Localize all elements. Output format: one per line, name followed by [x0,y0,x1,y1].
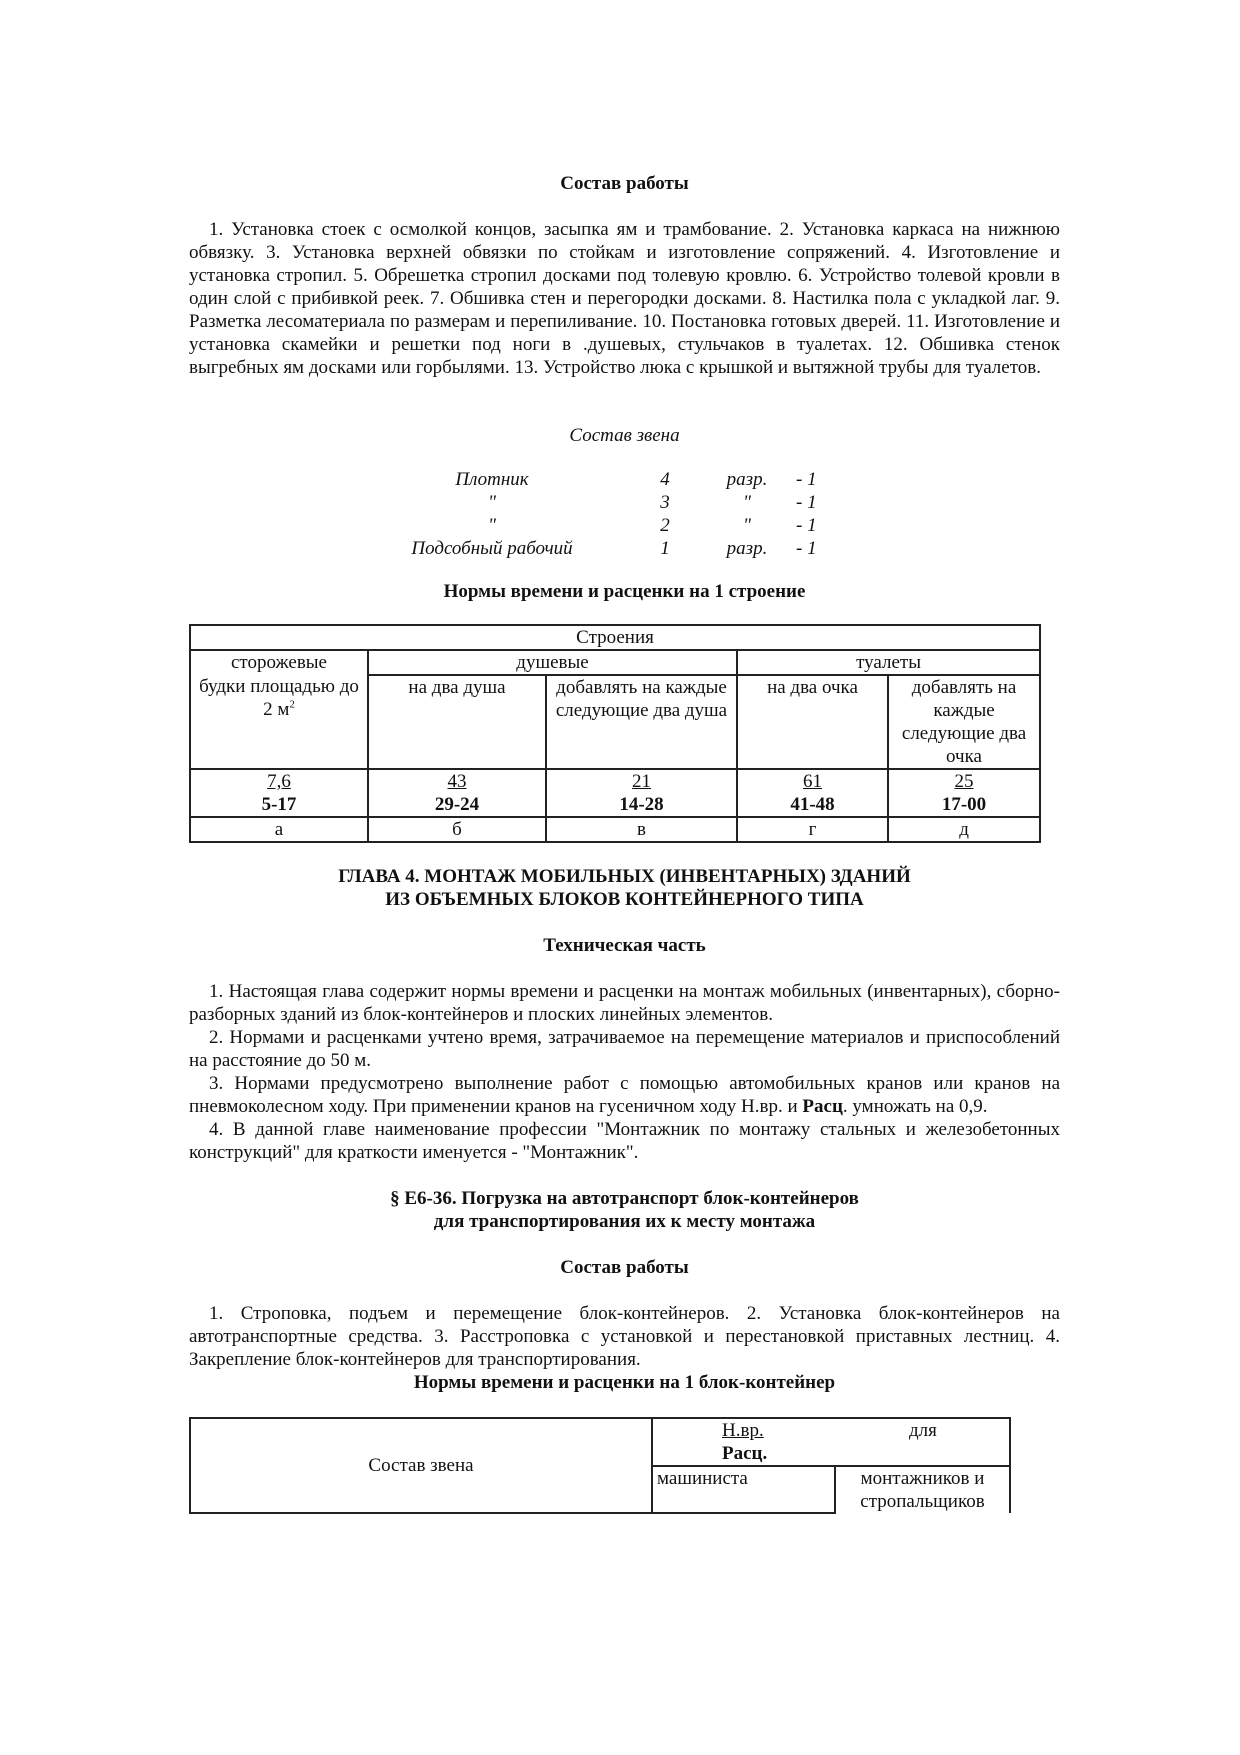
technical-part-title: Техническая часть [543,935,706,956]
column-letter: г [737,817,888,842]
crew-unit: разр. [726,469,768,490]
crew-name: Плотник [455,469,529,490]
work-composition-title: Состав работы [560,173,689,194]
crew-list [189,468,1060,568]
crew-unit: разр. [726,538,768,559]
subheader-add-showers: добавлять на каждые следующие два душа [546,675,737,769]
crew-name: " [488,492,496,513]
subheader-two-showers: на два душа [368,675,546,769]
header-guard: сторожевые [190,650,368,675]
document-page [189,172,1060,1514]
chapter-title-line1: ГЛАВА 4. МОНТАЖ МОБИЛЬНЫХ (ИНВЕНТАРНЫХ) ЗДАНИЙ [338,866,911,887]
crew-count: - 1 [796,469,817,490]
chapter-title-line2: ИЗ ОБЪЕМНЫХ БЛОКОВ КОНТЕЙНЕРНОГО ТИПА [385,889,864,910]
column-letter: в [546,817,737,842]
header-shower: душевые [368,650,737,675]
section-title-line2: для транспортирования их к месту монтажа [433,1211,816,1232]
header-structures: Строения [190,625,1040,650]
work-composition-text-2: 1. Строповка, подъем и перемещение блок-контейнеров. 2. Установка блок-контейнеров на автотранспортные средства. 3. Расстроповка с установкой и перестановкой приставных лестниц. 4. Закрепление блок-контейнеров для транспортирования. [189,1303,1060,1370]
value-cell: 7,6 5-17 [190,769,368,817]
crew-unit: " [743,492,751,513]
work-composition-title-2: Состав работы [560,1257,689,1278]
header-mounters: монтажников и стропальщиков [835,1466,1010,1513]
tech-paragraph-2: 2. Нормами и расценками учтено время, затрачиваемое на перемещение материалов и приспособлений на расстояние до 50 м. [189,1027,1060,1071]
header-crew: Состав звена [190,1418,652,1513]
crew-count: - 1 [796,515,817,536]
crew-grade: 1 [660,538,670,559]
crew-unit: " [743,515,751,536]
work-composition-text: 1. Установка стоек с осмолкой концов, засыпка ям и трамбование. 2. Установка каркаса на нижнюю обвязку. 3. Установка верхней обвязки по стойкам и изготовление сопряжений. 4. Изготовление и установка стропил. 5. Обрешетка стропил досками под толевую кровлю. 6. Устройство толевой кровли в один слой с прибивкой реек. 7. Обшивка стен и перегородки досками. 8. Настилка пола с укладкой лаг. 9. Разметка лесоматериала по размерам и перепиливание. 10. Постановка готовых дверей. 11. Изготовление и установка скамейки и решетки под ноги в .душевых, стульчаков в туалетах. 12. Обшивка стенок выгребных ям досками или горбылями. 13. Устройство люка с крышкой и вытяжной трубы для туалетов. [189,219,1060,378]
header-machinist: машиниста [652,1466,835,1513]
tech-paragraph-4: 4. В данной главе наименование профессии "Монтажник по монтажу стальных и железобетонных конструкций" для краткости именуется - "Монтажник". [189,1119,1060,1163]
norms-title: Нормы времени и расценки на 1 строение [443,581,806,602]
column-letter: а [190,817,368,842]
value-cell: 43 29-24 [368,769,546,817]
tech-paragraph-3: 3. Нормами предусмотрено выполнение работ с помощью автомобильных кранов или кранов на пневмоколесном ходу. При применении кранов на гусеничном ходу Н.вр. и Расц. умножать на 0,9. [189,1073,1060,1117]
crew-count: - 1 [796,492,817,513]
norms-table-2 [189,1417,1011,1514]
value-cell: 21 14-28 [546,769,737,817]
subheader-add-toilets: добавлять на каждые следующие два очка [888,675,1040,769]
section-title-line1: § Е6-36. Погрузка на автотранспорт блок-контейнеров [390,1188,859,1209]
norms-title-2: Нормы времени и расценки на 1 блок-контейнер [413,1372,836,1393]
value-cell: 25 17-00 [888,769,1040,817]
column-letter: б [368,817,546,842]
norms-table [189,624,1041,843]
header-hvr: Н.вр. для Расц. [652,1418,1010,1466]
column-letter: д [888,817,1040,842]
crew-grade: 4 [660,469,670,490]
crew-grade: 2 [660,515,670,536]
crew-count: - 1 [796,538,817,559]
crew-name: " [488,515,496,536]
crew-grade: 3 [660,492,670,513]
subheader-guard: будки площадью до 2 $м^2$ [190,675,368,769]
subheader-two-toilets: на два очка [737,675,888,769]
tech-paragraph-1: 1. Настоящая глава содержит нормы времени и расценки на монтаж мобильных (инвентарных), сборно-разборных зданий из блок-контейнеров и плоских линейных элементов. [189,981,1060,1025]
header-toilet: туалеты [737,650,1040,675]
value-cell: 61 41-48 [737,769,888,817]
crew-title: Состав звена [569,425,680,446]
crew-name: Подсобный рабочий [411,538,573,559]
